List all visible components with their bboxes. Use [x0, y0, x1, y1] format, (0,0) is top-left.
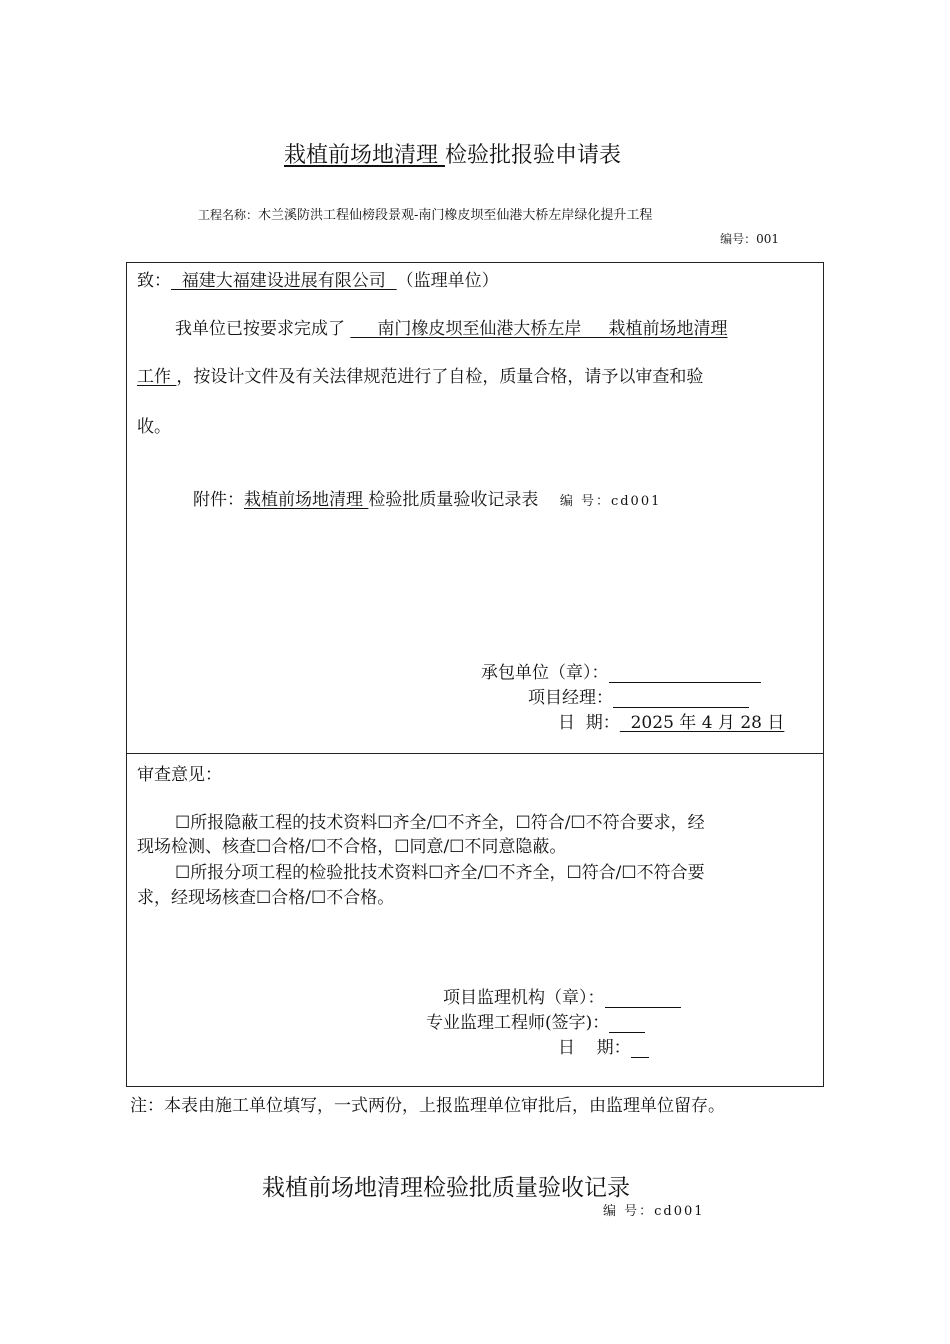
supervisor-company: 福建大福建设进展有限公司: [171, 271, 397, 291]
project-label: 工程名称：: [198, 208, 259, 222]
attachment-underlined: 栽植前场地清理: [244, 490, 369, 510]
contractor-line: [481, 658, 761, 683]
contractor-signature-line: [609, 666, 761, 683]
review-item-1-line-1: ☐所报隐蔽工程的技术资料☐齐全/☐不齐全，☐符合/☐不符合要求，经: [175, 813, 705, 833]
supervisor-suffix: （监理单位）: [396, 271, 499, 291]
form-title-underlined: 栽植前场地清理: [284, 143, 445, 168]
review-item-2-line-1: ☐所报分项工程的检验批技术资料☐齐全/☐不齐全，☐符合/☐不符合要: [175, 863, 705, 883]
pm-signature-line: [613, 691, 749, 708]
review-date-label: 日 期：: [558, 1038, 631, 1058]
project-line: [198, 204, 652, 223]
project-name: 木兰溪防洪工程仙榜段景观-南门橡皮坝至仙港大桥左岸绿化提升工程: [258, 208, 653, 223]
review-box: [126, 753, 824, 1087]
contractor-label: 承包单位（章）：: [481, 663, 609, 683]
review-item-1-line-2: 现场检测、核查☐合格/☐不合格，☐同意/☐不同意隐蔽。: [137, 837, 567, 857]
attachment-label: 附件：: [193, 490, 244, 510]
paragraph-line-3: 收。: [137, 417, 171, 437]
review-item-2-line-2: 求，经现场核查☐合格/☐不合格。: [137, 888, 395, 908]
date-line: [558, 708, 784, 733]
review-date-line: [558, 1033, 649, 1058]
paragraph-line-1: [175, 314, 727, 339]
date-label: 日 期：: [558, 713, 620, 733]
record-number: 编 号：cd001: [603, 1204, 705, 1219]
record-title: 栽植前场地清理检验批质量验收记录: [262, 1175, 630, 1201]
to-prefix: 致：: [137, 271, 171, 291]
review-engineer-line: [426, 1008, 645, 1033]
form-number: 编号：001: [720, 232, 779, 246]
review-org-signature-line: [605, 991, 681, 1008]
attachment-rest: 检验批质量验收记录表: [368, 490, 539, 510]
footnote: 注：本表由施工单位填写，一式两份，上报监理单位审批后，由监理单位留存。: [130, 1096, 725, 1116]
para1-location: 南门橡皮坝至仙港大桥左岸 栽植前场地清理: [350, 319, 728, 339]
review-heading: 审查意见：: [137, 765, 222, 785]
attachment-number: 编 号：cd001: [559, 494, 662, 509]
pm-label: 项目经理：: [528, 688, 613, 708]
review-engineer-signature-line: [609, 1016, 645, 1033]
review-org-line: [443, 983, 681, 1008]
para1-prefix: 我单位已按要求完成了: [175, 319, 345, 339]
form-title-rest: 检验批报验申请表: [445, 143, 622, 168]
para2-underlined: 工作: [137, 367, 177, 387]
para2-rest: ，按设计文件及有关法律规范进行了自检，质量合格，请予以审查和验: [176, 367, 704, 387]
pm-line: [528, 683, 749, 708]
review-engineer-label: 专业监理工程师(签字)：: [426, 1013, 610, 1033]
attachment-line: [193, 485, 661, 510]
form-title: [284, 138, 621, 169]
review-date-line-blank: [631, 1041, 649, 1058]
review-org-label: 项目监理机构（章）：: [443, 988, 605, 1008]
date-value: 2025 年 4 月 28 日: [619, 713, 785, 733]
addressee-line: [137, 266, 499, 291]
paragraph-line-2: [137, 362, 703, 387]
